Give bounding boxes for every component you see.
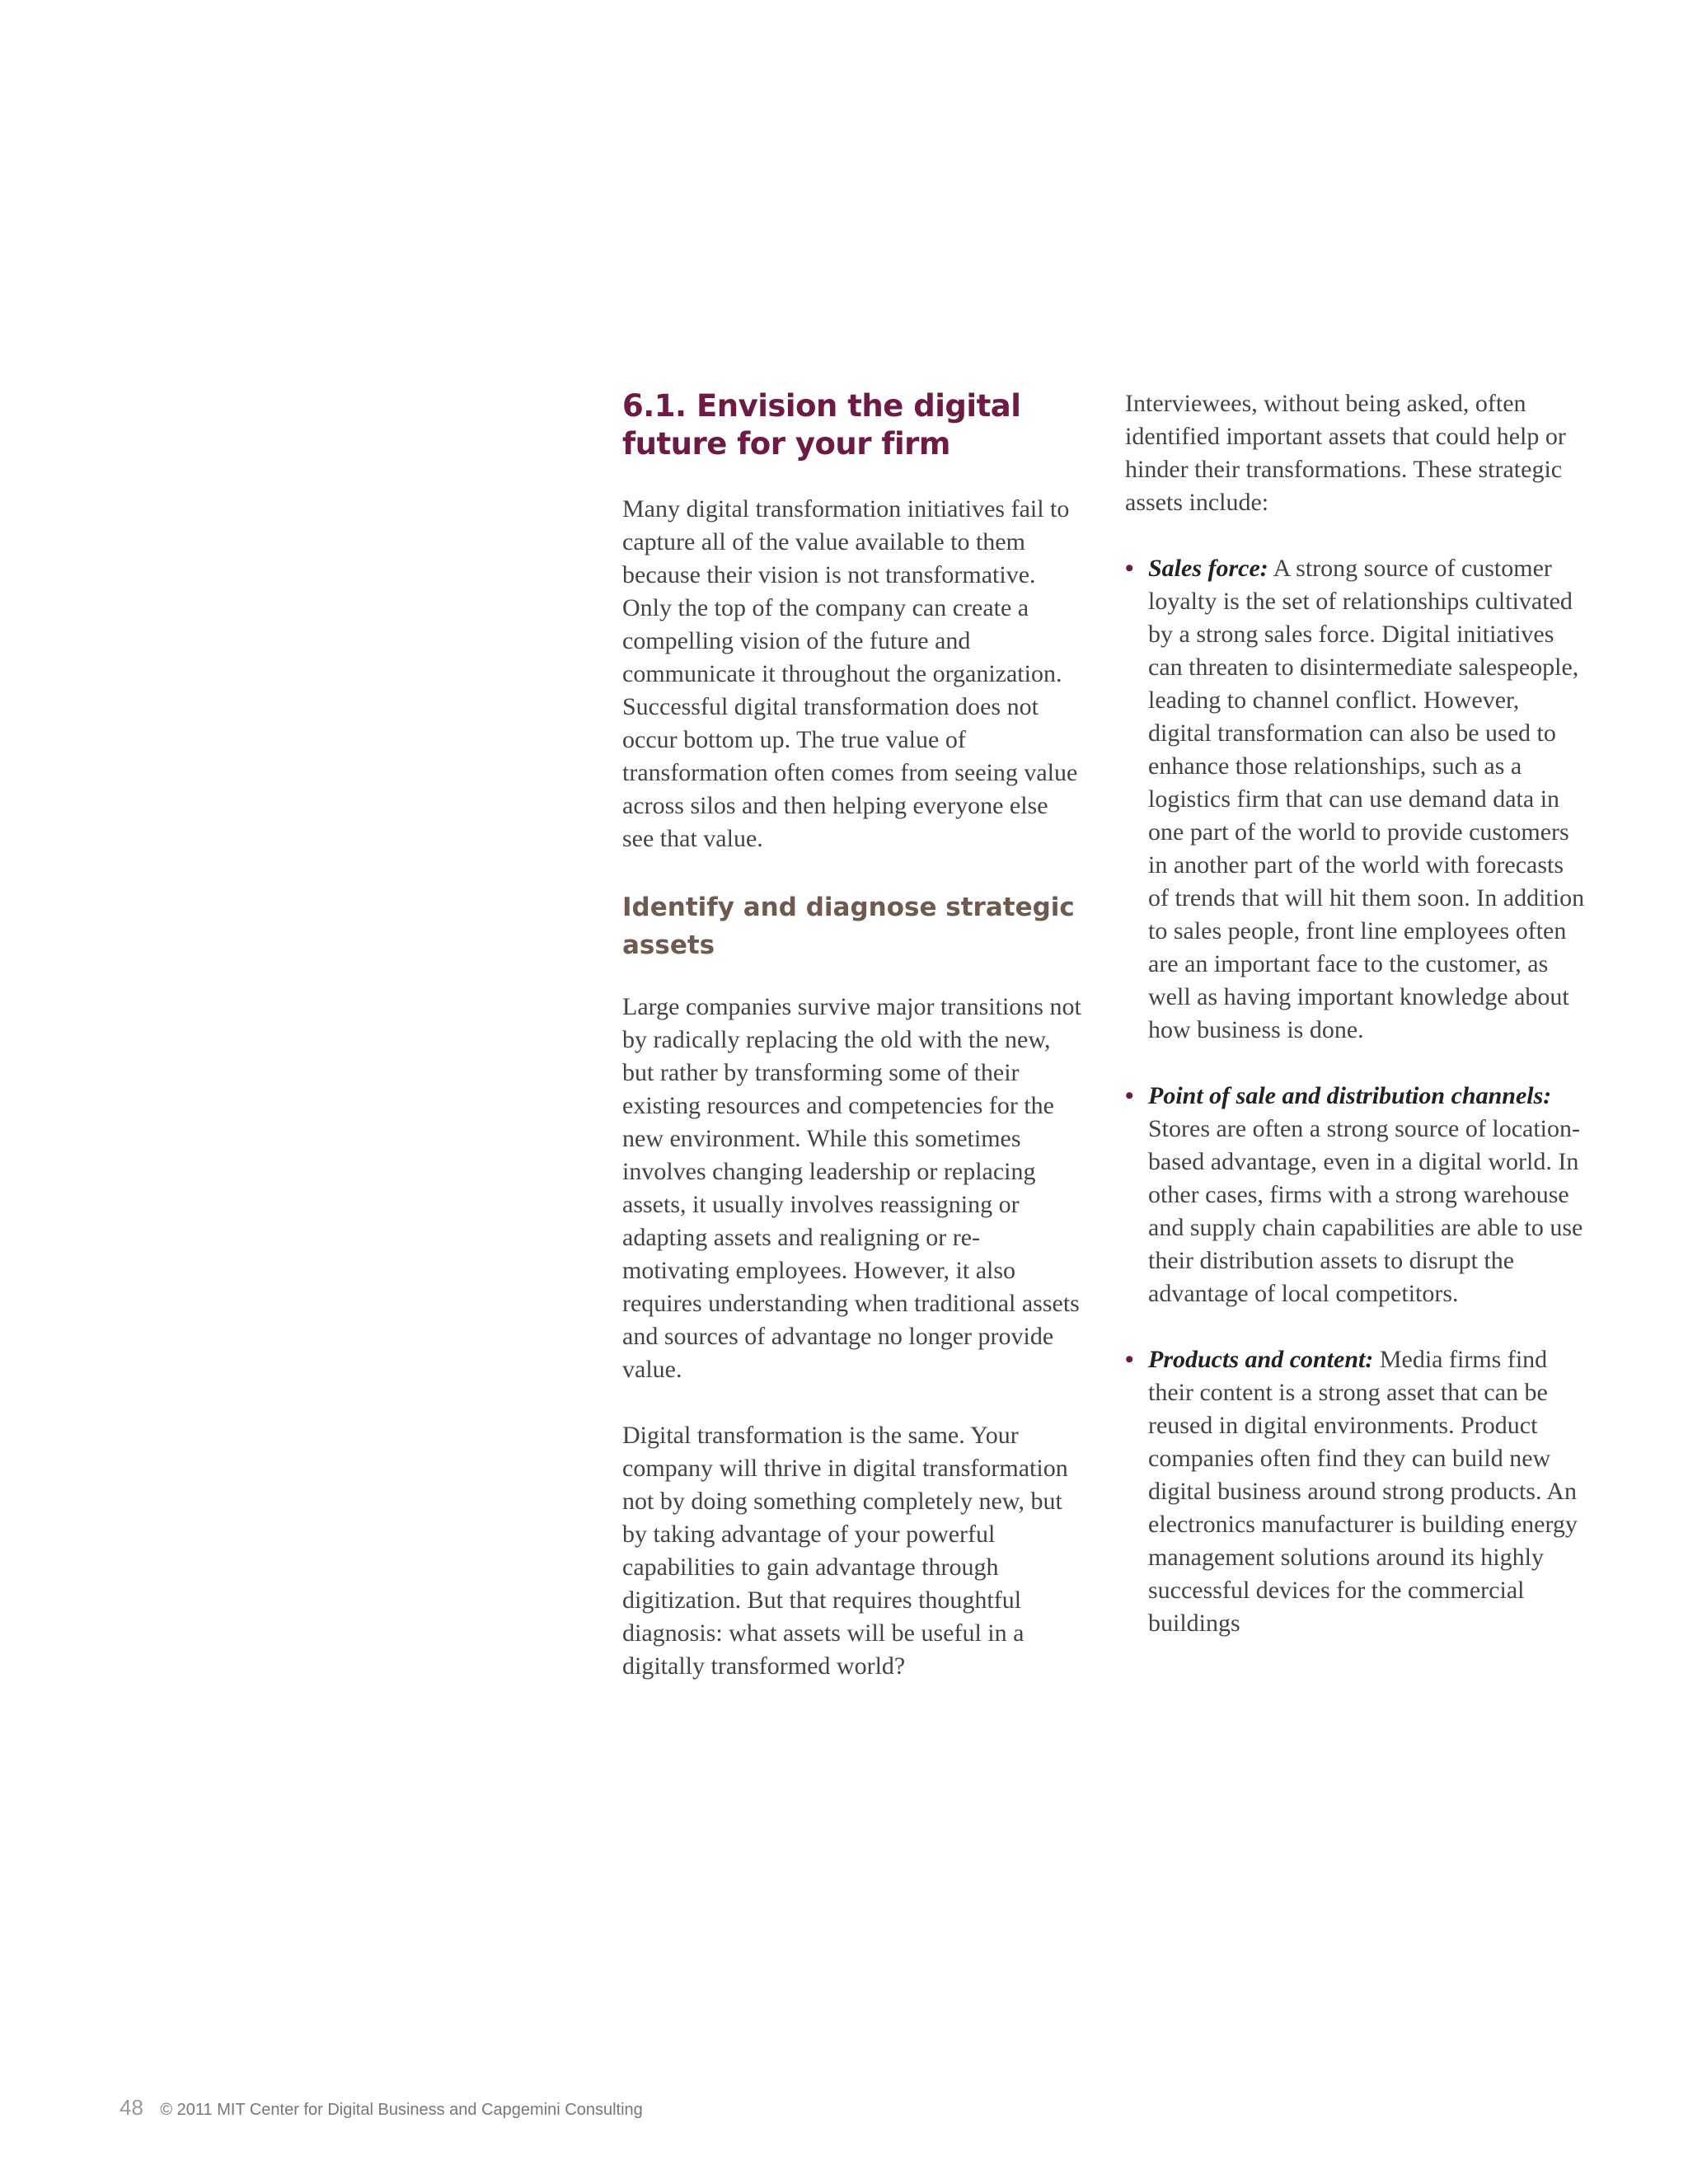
left-column (622, 387, 1084, 1716)
list-item (1125, 552, 1587, 1047)
strategic-assets-list (1125, 552, 1587, 1640)
bullet-text: A strong source of customer loyalty is the set of relationships cultivated by a strong sales force. Digital initiatives can threaten to disintermediate salespeople, leading to channel conflict. However, digital transformation can also be used to enhance those relationships, such as a logistics firm that can use demand data in one part of the world to provide customers in another part of the world with forecasts of trends that will hit them soon. In addition to sales people, front line employees often are an important face to the customer, as well as having important knowledge about how business is done. (1148, 555, 1585, 1043)
bullet-icon: • (1125, 1346, 1134, 1373)
page-number: 48 (120, 2095, 143, 2120)
list-item (1125, 1343, 1587, 1640)
body-paragraph: Many digital transformation initiatives fail to capture all of the value available to them because their vision is not transformative. Only the top of the company can create a compelling vision of the future and communicate it throughout the organization. Successful digital transformation does not occur bottom up. The true value of transformation often comes from seeing value across silos and then helping everyone else see that value. (622, 495, 1078, 852)
bullet-icon: • (1125, 555, 1134, 582)
bullet-term: Sales force: (1148, 555, 1268, 582)
intro-paragraph: Interviewees, without being asked, often identified important assets that could help or hinder their transformations. These strategic assets include: (1125, 390, 1566, 516)
page-footer (120, 2095, 643, 2121)
bullet-icon: • (1125, 1082, 1134, 1109)
bullet-term: Point of sale and distribution channels: (1148, 1082, 1552, 1109)
bullet-text: Media firms find their content is a strong asset that can be reused in digital environments. Product companies often find they can build new digital business around strong products. An electronics manufacturer is building energy management solutions around its highly successful devices for the commercial buildings (1148, 1346, 1578, 1637)
right-column (1125, 387, 1587, 1673)
copyright-notice: © 2011 MIT Center for Digital Business and Capgemini Consulting (160, 2101, 643, 2119)
body-paragraph: Large companies survive major transitions not by radically replacing the old with the new, but rather by transforming some of their existing resources and competencies for the new environment. While this sometimes involves changing leadership or replacing assets, it usually involves reassigning or adapting assets and realigning or re-motivating employees. However, it also requires understanding when traditional assets and sources of advantage no longer provide value. (622, 993, 1081, 1383)
section-title: 6.1. Envision the digital future for your firm (622, 388, 1021, 462)
bullet-text: Stores are often a strong source of location-based advantage, even in a digital world. In other cases, firms with a strong warehouse and supply chain capabilities are able to use their distribution assets to disrupt the advantage of local competitors. (1148, 1115, 1583, 1307)
body-paragraph: Digital transformation is the same. Your company will thrive in digital transformation not by doing something completely new, but by taking advantage of your powerful capabilities to gain advantage through digitization. But that requires thoughtful diagnosis: what assets will be useful in a digitally transformed world? (622, 1422, 1068, 1680)
subheading: Identify and diagnose strategic assets (622, 893, 1075, 960)
bullet-term: Products and content: (1148, 1346, 1374, 1373)
list-item (1125, 1080, 1587, 1310)
